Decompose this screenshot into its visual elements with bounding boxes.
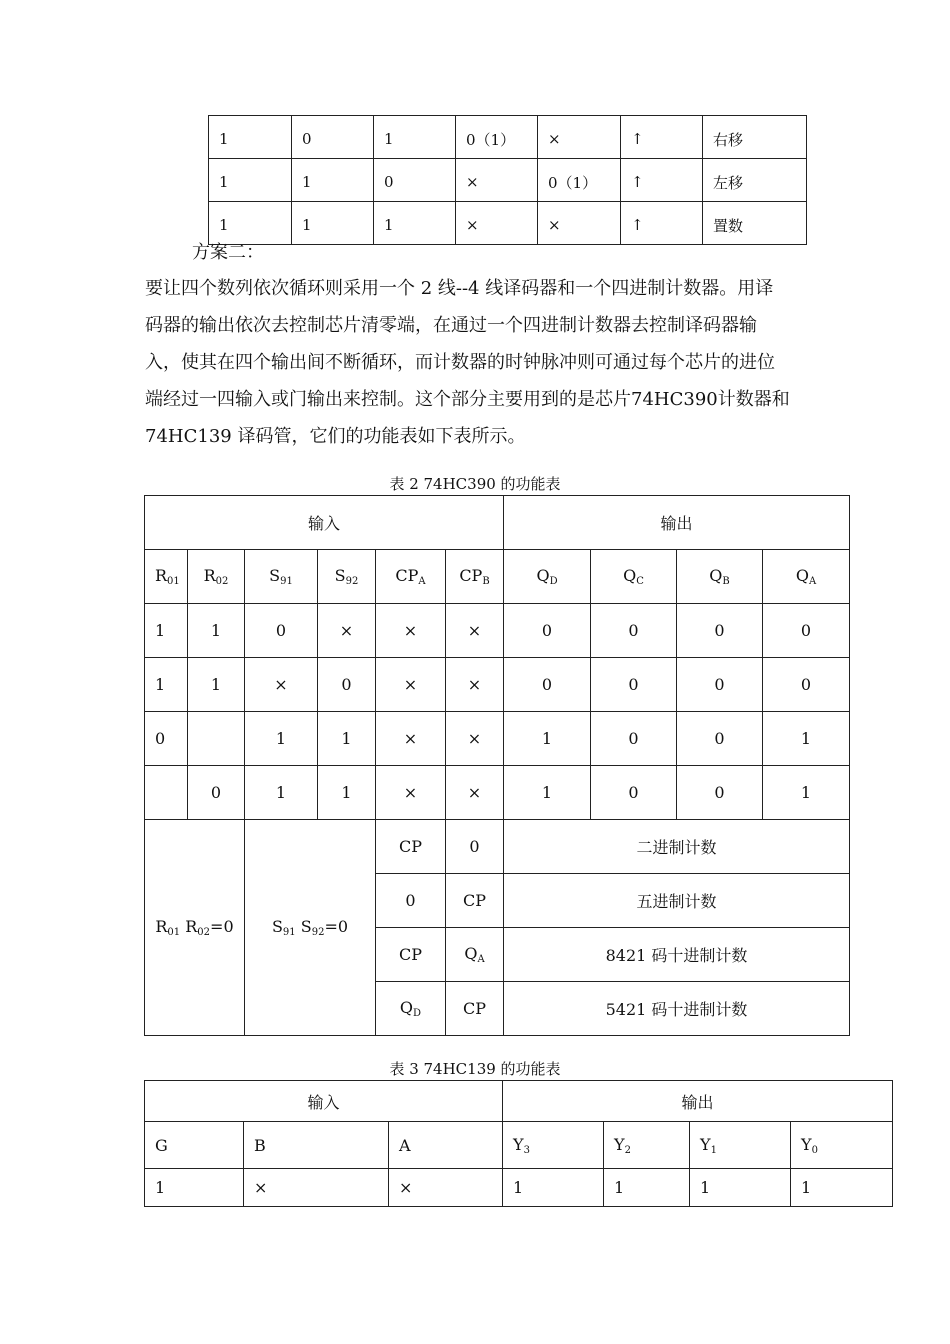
input-header: 输入	[145, 1081, 503, 1122]
table-cell: 0	[591, 604, 677, 658]
table-cell: ×	[318, 604, 376, 658]
table-cell: 0	[591, 712, 677, 766]
col-qa: $Q_A$	[763, 550, 850, 604]
table-cell: 0	[677, 658, 763, 712]
mode-cpb: CP	[446, 982, 504, 1036]
table-row	[145, 604, 850, 658]
table-cell: 0（1）	[538, 159, 621, 202]
col-s91: $S_{91}$	[245, 550, 318, 604]
table3-caption: 表 3 74HC139 的功能表	[389, 1060, 561, 1078]
mode-cpb: $Q_A$	[446, 928, 504, 982]
shift-register-table	[208, 115, 807, 245]
table-cell: 0	[763, 604, 850, 658]
table-cell: ×	[376, 712, 446, 766]
table-cell: 1	[188, 604, 245, 658]
col-r01: $R_{01}$	[145, 550, 188, 604]
table-cell: 1	[145, 658, 188, 712]
table-cell: 0	[504, 658, 591, 712]
table-cell: 1	[318, 712, 376, 766]
table-cell: ×	[456, 159, 538, 202]
table-cell	[188, 712, 245, 766]
table-cell: ×	[446, 658, 504, 712]
table-cell: 1	[374, 116, 456, 159]
table-cell: 1	[503, 1169, 604, 1207]
table-cell: 0	[145, 712, 188, 766]
mode-cpa: CP	[376, 928, 446, 982]
table-cell: 1	[145, 604, 188, 658]
table-row	[145, 712, 850, 766]
table-row	[145, 1169, 893, 1207]
table-cell: 0	[763, 658, 850, 712]
body-paragraph	[145, 270, 825, 455]
paragraph-line: 74HC139 译码管，它们的功能表如下表所示。	[145, 426, 526, 447]
table-cell: 0	[374, 159, 456, 202]
table-cell: 1	[604, 1169, 690, 1207]
table-cell: 0	[292, 116, 374, 159]
table-cell: 0	[677, 604, 763, 658]
mode-label: 8421 码十进制计数	[504, 928, 850, 982]
table-cell: 0	[591, 766, 677, 820]
table-cell: 0	[188, 766, 245, 820]
col-qb: $Q_B$	[677, 550, 763, 604]
table-cell: 1	[209, 116, 292, 159]
set-condition: $S_{91}$ $S_{92}=0$	[245, 820, 376, 1036]
mode-cpa: 0	[376, 874, 446, 928]
header-row	[145, 1081, 893, 1122]
table-cell: 0	[504, 604, 591, 658]
table-cell: 左移	[703, 159, 807, 202]
table-cell: 1	[292, 159, 374, 202]
paragraph-line: 要让四个数列依次循环则采用一个 2 线--4 线译码器和一个四进制计数器。用译	[145, 278, 774, 299]
table-cell: ×	[446, 712, 504, 766]
table-cell: ×	[389, 1169, 503, 1207]
table-cell: 右移	[703, 116, 807, 159]
table-row	[209, 116, 807, 159]
table-cell: ×	[456, 202, 538, 245]
mode-row	[145, 820, 850, 874]
table-cell: 1	[791, 1169, 893, 1207]
table-cell: 0	[677, 766, 763, 820]
table-cell: ×	[446, 766, 504, 820]
table-cell: ×	[244, 1169, 389, 1207]
table-cell: ↑	[621, 159, 703, 202]
paragraph-line: 入，使其在四个输出间不断循环，而计数器的时钟脉冲则可通过每个芯片的进位	[145, 352, 775, 373]
table-cell: 1	[245, 766, 318, 820]
column-header-row	[145, 1122, 893, 1169]
table2-caption: 表 2 74HC390 的功能表	[389, 475, 561, 493]
table-cell: 1	[763, 712, 850, 766]
table-cell: ×	[376, 658, 446, 712]
col-y1: $Y_1$	[690, 1122, 791, 1169]
table-row	[145, 658, 850, 712]
mode-label: 二进制计数	[504, 820, 850, 874]
table-cell: 0	[677, 712, 763, 766]
table-cell: ×	[538, 202, 621, 245]
col-qd: $Q_D$	[504, 550, 591, 604]
table-cell: ×	[376, 766, 446, 820]
col-y2: $Y_2$	[604, 1122, 690, 1169]
col-g: G	[145, 1122, 244, 1169]
col-a: A	[389, 1122, 503, 1169]
paragraph-line: 码器的输出依次去控制芯片清零端，在通过一个四进制计数器去控制译码器输	[145, 315, 757, 336]
mode-cpa: $Q_D$	[376, 982, 446, 1036]
table-cell	[145, 766, 188, 820]
table-cell: 1	[245, 712, 318, 766]
table-cell: 1	[292, 202, 374, 245]
table-cell: 1	[374, 202, 456, 245]
table-cell: ×	[376, 604, 446, 658]
col-b: B	[244, 1122, 389, 1169]
table-row	[209, 202, 807, 245]
mode-cpb: 0	[446, 820, 504, 874]
table-row	[209, 159, 807, 202]
output-header: 输出	[504, 496, 850, 550]
table-cell: 1	[504, 712, 591, 766]
table-cell: 1	[188, 658, 245, 712]
mode-label: 5421 码十进制计数	[504, 982, 850, 1036]
col-r02: $R_{02}$	[188, 550, 245, 604]
table-cell: 1	[690, 1169, 791, 1207]
paragraph-line: 端经过一四输入或门输出来控制。这个部分主要用到的是芯片74HC390计数器和	[145, 389, 790, 410]
table-cell: ↑	[621, 202, 703, 245]
col-cpb: $CP_B$	[446, 550, 504, 604]
output-header: 输出	[503, 1081, 893, 1122]
table-cell: 1	[145, 1169, 244, 1207]
table-cell: 1	[318, 766, 376, 820]
column-header-row	[145, 550, 850, 604]
col-qc: $Q_C$	[591, 550, 677, 604]
col-s92: $S_{92}$	[318, 550, 376, 604]
table-cell: 0（1）	[456, 116, 538, 159]
table-cell: 1	[209, 202, 292, 245]
col-cpa: $CP_A$	[376, 550, 446, 604]
scheme-title: 方案二：	[192, 242, 264, 263]
table-cell: ×	[538, 116, 621, 159]
input-header: 输入	[145, 496, 504, 550]
reset-condition: $R_{01}$ $R_{02}=0$	[145, 820, 245, 1036]
table-cell: ↑	[621, 116, 703, 159]
table-cell: ×	[245, 658, 318, 712]
table-cell: 0	[591, 658, 677, 712]
table-cell: 0	[318, 658, 376, 712]
table-cell: 0	[245, 604, 318, 658]
table-cell: 1	[504, 766, 591, 820]
table-cell: 置数	[703, 202, 807, 245]
header-row	[145, 496, 850, 550]
table-cell: ×	[446, 604, 504, 658]
74hc390-function-table	[144, 495, 850, 1036]
table-cell: 1	[209, 159, 292, 202]
table-row	[145, 766, 850, 820]
col-y0: $Y_0$	[791, 1122, 893, 1169]
col-y3: $Y_3$	[503, 1122, 604, 1169]
mode-label: 五进制计数	[504, 874, 850, 928]
74hc139-function-table	[144, 1080, 893, 1207]
mode-cpa: CP	[376, 820, 446, 874]
table-cell: 1	[763, 766, 850, 820]
mode-cpb: CP	[446, 874, 504, 928]
